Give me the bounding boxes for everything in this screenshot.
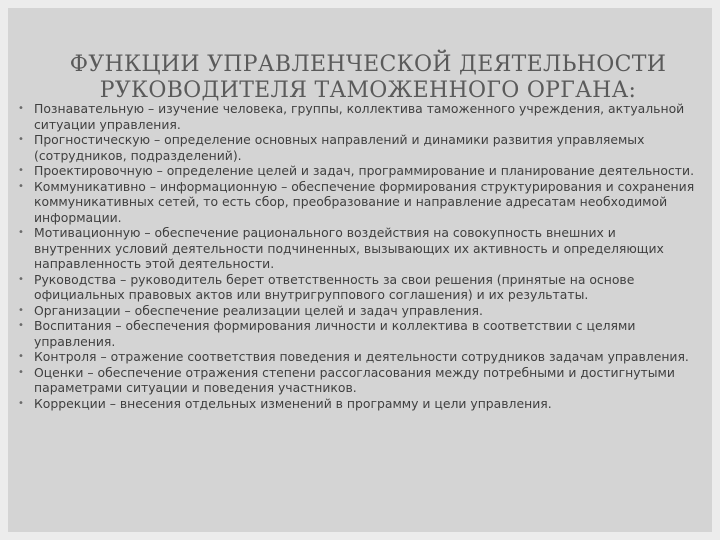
list-item bbox=[18, 163, 696, 179]
list-item-text: Коммуникативно – информационную – обеспечение формирования структурирования и сохранения коммуникативных сетей, то есть сбор, преобразование и направление адресатам необходимой информации. bbox=[34, 178, 695, 225]
list-item bbox=[18, 303, 696, 319]
list-item bbox=[18, 132, 696, 163]
bullet-icon: • bbox=[18, 165, 24, 176]
list-item bbox=[18, 365, 696, 396]
bullet-icon: • bbox=[18, 320, 24, 331]
bullet-icon: • bbox=[18, 304, 24, 316]
slide-title-line-1: ФУНКЦИИ УПРАВЛЕНЧЕСКОЙ ДЕЯТЕЛЬНОСТИ bbox=[69, 52, 667, 77]
list-item bbox=[18, 179, 696, 226]
list-item bbox=[18, 349, 696, 365]
bullet-icon: • bbox=[18, 134, 24, 145]
functions-list bbox=[18, 101, 696, 411]
bullet-icon: • bbox=[18, 180, 24, 192]
list-item-text: Коррекции – внесения отдельных изменений в программу и цели управления. bbox=[34, 395, 552, 411]
list-item-text: Прогностическую – определение основных направлений и динамики развития управляемых (сотрудников, подразделений). bbox=[34, 132, 645, 163]
list-item bbox=[18, 318, 696, 349]
list-item-text: Мотивационную – обеспечение рационального воздействия на совокупность внешних и внутренних условий деятельности подчиненных, вызывающих их активность и определяющих направленность этой деятельности. bbox=[34, 225, 664, 271]
bullet-icon: • bbox=[18, 366, 24, 378]
bullet-icon: • bbox=[18, 273, 24, 285]
bullet-icon: • bbox=[18, 397, 24, 409]
list-item-text: Контроля – отражение соответствия поведения и деятельности сотрудников задачам управления. bbox=[34, 349, 689, 364]
list-item-text: Организации – обеспечение реализации целей и задач управления. bbox=[34, 302, 483, 318]
list-item bbox=[18, 225, 696, 272]
list-item bbox=[18, 396, 696, 412]
list-item-text: Проектировочную – определение целей и задач, программирование и планирование деятельности. bbox=[34, 163, 695, 178]
list-item bbox=[18, 101, 696, 132]
bullet-icon: • bbox=[18, 351, 24, 362]
list-item-text: Руководства – руководитель берет ответственность за свои решения (принятые на основе официальных правовых актов или внутригруппового соглашения) и их результаты. bbox=[34, 271, 635, 302]
slide-title-line-2: РУКОВОДИТЕЛЯ ТАМОЖЕННОГО ОРГАНА: bbox=[99, 78, 637, 103]
bullet-icon: • bbox=[18, 227, 24, 238]
list-item-text: Познавательную – изучение человека, группы, коллектива таможенного учреждения, актуальной ситуации управления. bbox=[34, 101, 685, 132]
list-item-text: Оценки – обеспечение отражения степени рассогласования между потребными и достигнутыми параметрами ситуации и поведения участников. bbox=[34, 364, 675, 395]
list-item-text: Воспитания – обеспечения формирования личности и коллектива в соответствии с целями управления. bbox=[34, 318, 636, 349]
list-item bbox=[18, 272, 696, 303]
bullet-icon: • bbox=[18, 103, 24, 114]
slide-title bbox=[48, 52, 688, 104]
